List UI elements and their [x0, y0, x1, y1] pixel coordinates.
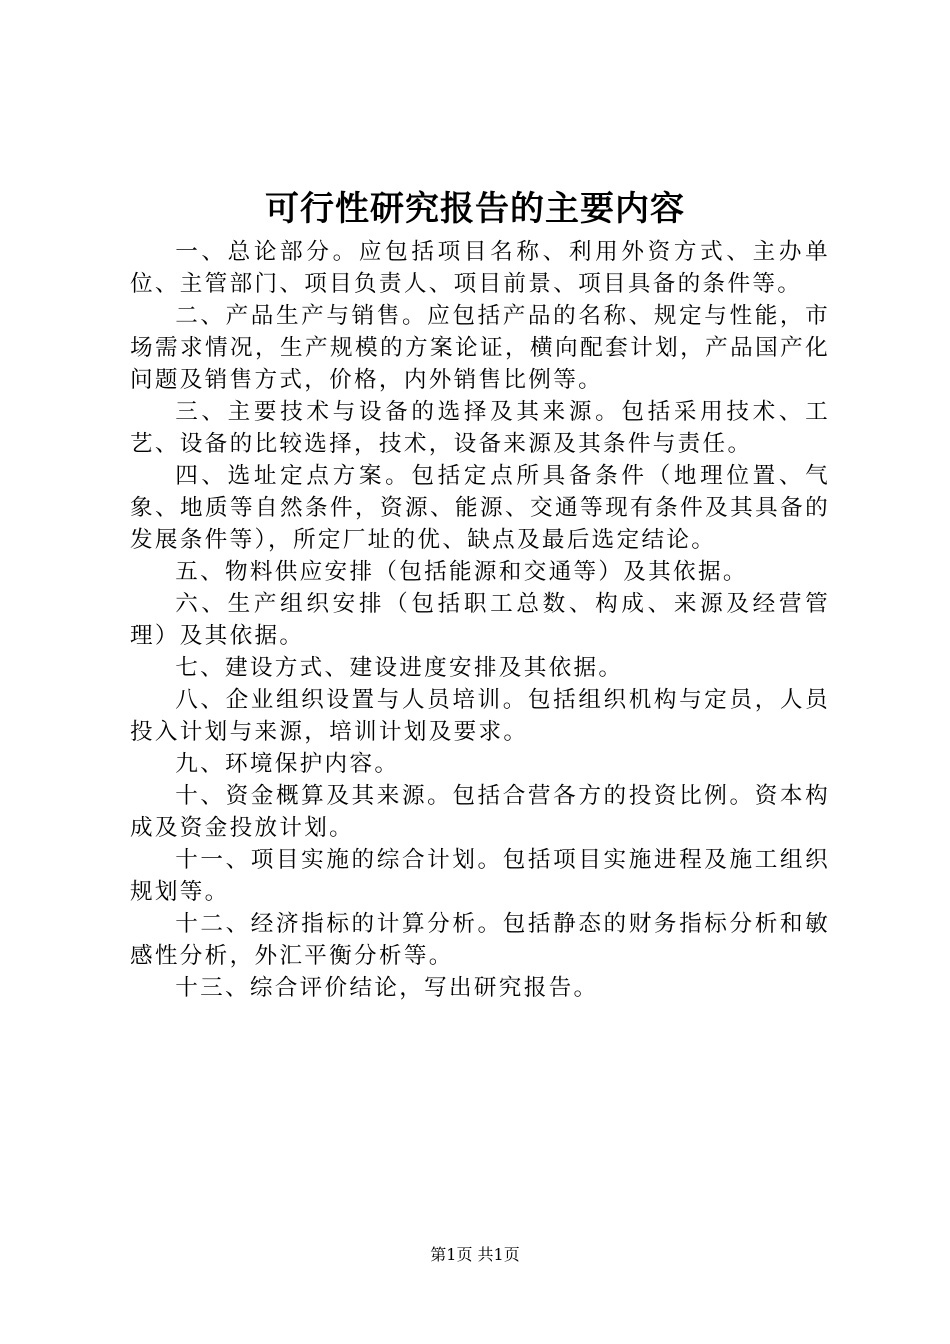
document-body: [130, 236, 830, 1004]
paragraph-7: 七、建设方式、建设进度安排及其依据。: [175, 655, 624, 681]
paragraph-1: 一、总论部分。应包括项目名称、利用外资方式、主办单位、主管部门、项目负责人、项目前景、项目具备的条件等。: [130, 239, 830, 297]
paragraph-13: 十三、综合评价结论，写出研究报告。: [175, 975, 599, 1001]
paragraph-2: 二、产品生产与销售。应包括产品的名称、规定与性能，市场需求情况，生产规模的方案论证，横向配套计划，产品国产化问题及销售方式，价格，内外销售比例等。: [130, 303, 830, 393]
paragraph-4: 四、选址定点方案。包括定点所具备条件（地理位置、气象、地质等自然条件，资源、能源、交通等现有条件及其具备的发展条件等），所定厂址的优、缺点及最后选定结论。: [130, 463, 830, 553]
paragraph-10: 十、资金概算及其来源。包括合营各方的投资比例。资本构成及资金投放计划。: [130, 783, 830, 841]
paragraph-5: 五、物料供应安排（包括能源和交通等）及其依据。: [175, 559, 748, 585]
document-title: 可行性研究报告的主要内容: [265, 189, 685, 229]
paragraph-8: 八、企业组织设置与人员培训。包括组织机构与定员，人员投入计划与来源，培训计划及要求。: [130, 687, 830, 745]
paragraph-9: 九、环境保护内容。: [175, 751, 400, 777]
paragraph-12: 十二、经济指标的计算分析。包括静态的财务指标分析和敏感性分析，外汇平衡分析等。: [130, 911, 830, 969]
page-footer: 第1页 共1页: [430, 1245, 520, 1264]
paragraph-6: 六、生产组织安排（包括职工总数、构成、来源及经营管理）及其依据。: [130, 591, 830, 649]
paragraph-3: 三、主要技术与设备的选择及其来源。包括采用技术、工艺、设备的比较选择，技术，设备来源及其条件与责任。: [130, 399, 830, 457]
paragraph-11: 十一、项目实施的综合计划。包括项目实施进程及施工组织规划等。: [130, 847, 830, 905]
